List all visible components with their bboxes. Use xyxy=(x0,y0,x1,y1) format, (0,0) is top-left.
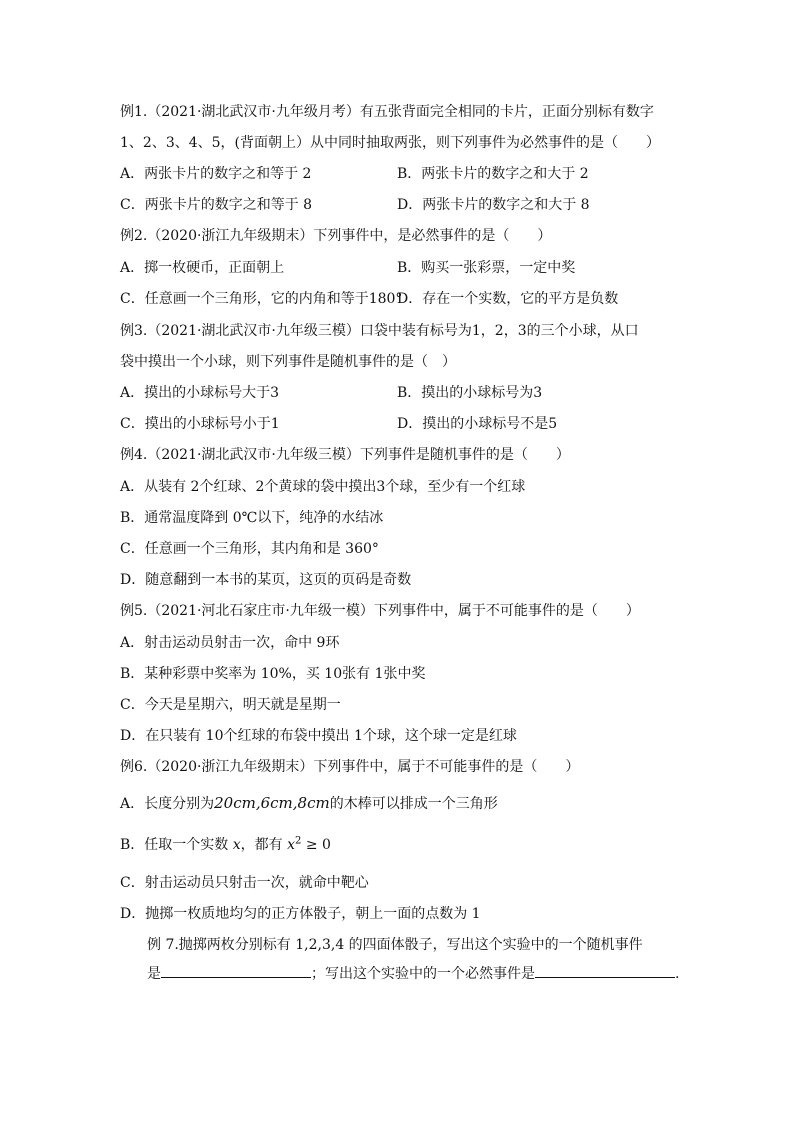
q4-option-c: C．任意画一个三角形，其内角和是 360° xyxy=(120,541,379,557)
q7-prefix: 是 xyxy=(147,966,161,982)
q6-option-c: C．射击运动员只射击一次，就命中靶心 xyxy=(120,875,369,891)
q1-option-b: B．两张卡片的数字之和大于 2 xyxy=(397,166,589,182)
q3-stem-line2: 袋中摸出一个小球，则下列事件是随机事件的是（ ） xyxy=(120,354,456,370)
q4-stem: 例4.（2021·湖北武汉市·九年级三模）下列事件是随机事件的是（ ） xyxy=(120,447,570,463)
q1-option-d: D．两张卡片的数字之和大于 8 xyxy=(397,197,590,213)
q3-option-c: C．摸出的小球标号小于1 xyxy=(120,416,280,432)
q7-stem-line1: 例 7.抛掷两枚分别标有 1,2,3,4 的四面体骰子，写出这个实验中的一个随机事件 xyxy=(147,937,643,953)
q6-option-a xyxy=(120,794,498,813)
q4-option-b: B．通常温度降到 0℃以下，纯净的水结冰 xyxy=(120,510,384,526)
q6-option-b-prefix: B．任取一个实数 xyxy=(120,837,229,853)
q6-option-b xyxy=(120,836,331,854)
q6-option-b-middle: ，都有 xyxy=(240,837,283,853)
q7-middle: ；写出这个实验中的一个必然事件是 xyxy=(311,966,535,982)
q6-option-b-variable: x xyxy=(232,837,241,853)
q1-option-c: C．两张卡片的数字之和等于 8 xyxy=(120,197,313,213)
q7-end: . xyxy=(675,966,680,982)
q3-option-a: A．摸出的小球标号大于3 xyxy=(120,385,280,401)
q2-option-a: A．掷一枚硬币，正面朝上 xyxy=(120,260,285,276)
q2-stem: 例2.（2020·浙江九年级期末）下列事件中，是必然事件的是（ ） xyxy=(120,228,552,244)
q5-stem: 例5.（2021·河北石家庄市·九年级一模）下列事件中，属于不可能事件的是（ ） xyxy=(120,603,640,619)
q7-stem-line2 xyxy=(147,963,679,983)
q6-option-b-inequality: ≥ 0 xyxy=(301,837,331,853)
q3-option-d: D．摸出的小球标号不是5 xyxy=(397,416,558,432)
q6-option-a-lengths: 20cm,6cm,8cm xyxy=(214,794,330,812)
q5-option-c: C．今天是星期六，明天就是星期一 xyxy=(120,697,341,713)
q5-option-a: A．射击运动员射击一次，命中 9环 xyxy=(120,635,340,651)
q3-option-b: B．摸出的小球标号为3 xyxy=(397,385,543,401)
q1-option-a: A．两张卡片的数字之和等于 2 xyxy=(120,166,312,182)
q6-option-b-exponent: 2 xyxy=(295,835,302,847)
q4-option-a: A．从装有 2个红球、2个黄球的袋中摸出3个球，至少有一个红球 xyxy=(120,479,526,495)
q5-option-b: B．某种彩票中奖率为 10%，买 10张有 1张中奖 xyxy=(120,666,426,682)
q1-stem-line1: 例1.（2021·湖北武汉市·九年级月考）有五张背面完全相同的卡片，正面分别标有数字 xyxy=(120,104,654,120)
q7-blank-certain-event[interactable] xyxy=(535,963,675,978)
q6-option-d: D．抛掷一枚质地均匀的正方体骰子，朝上一面的点数为 1 xyxy=(120,906,481,922)
q2-option-b: B．购买一张彩票，一定中奖 xyxy=(397,260,576,276)
q6-option-b-expression: x xyxy=(287,837,296,853)
q4-option-d: D．随意翻到一本书的某页，这页的页码是奇数 xyxy=(120,572,412,588)
q7-blank-random-event[interactable] xyxy=(161,963,311,978)
q5-option-d: D．在只装有 10个红球的布袋中摸出 1个球，这个球一定是红球 xyxy=(120,728,517,744)
q1-stem-line2: 1、2、3、4、5，(背面朝上）从中同时抽取两张，则下列事件为必然事件的是（ ） xyxy=(120,135,660,151)
q2-option-c: C．任意画一个三角形，它的内角和等于180° xyxy=(120,291,403,307)
q3-stem-line1: 例3.（2021·湖北武汉市·九年级三模）口袋中装有标号为1，2，3的三个小球，从口 xyxy=(120,323,639,339)
q2-option-d: D．存在一个实数，它的平方是负数 xyxy=(397,291,619,307)
q6-stem: 例6.（2020·浙江九年级期末）下列事件中，属于不可能事件的是（ ） xyxy=(120,759,580,775)
q6-option-a-suffix: 的木棒可以排成一个三角形 xyxy=(329,796,498,812)
q6-option-a-prefix: A．长度分别为 xyxy=(120,796,215,812)
